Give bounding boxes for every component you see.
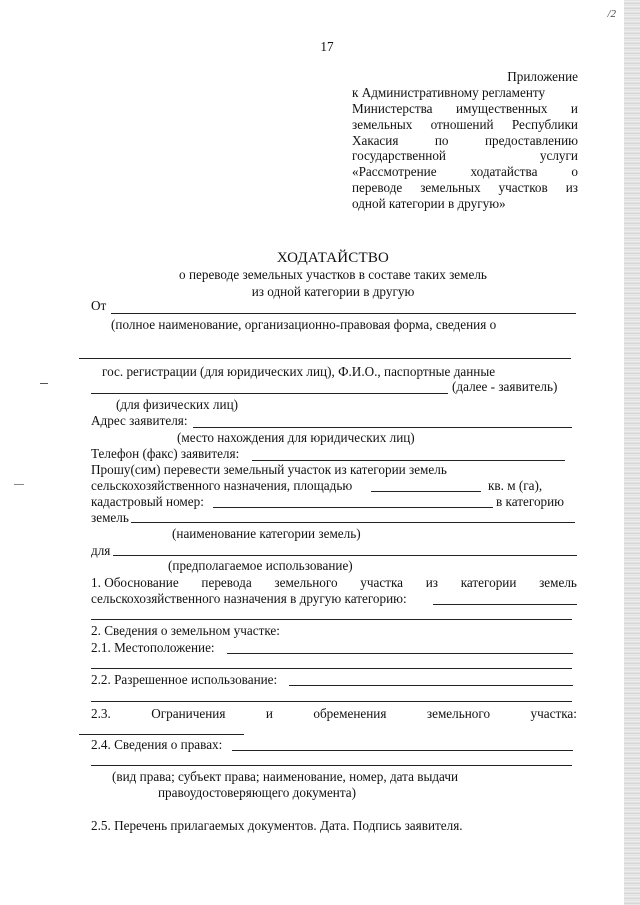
appendix-line (352, 164, 578, 180)
from-hint: (для физических лиц) (116, 397, 239, 412)
area-text: сельскохозяйственного назначения, площадью (91, 478, 353, 493)
item-1-justification (91, 575, 577, 591)
address-field-line[interactable] (193, 427, 572, 428)
word: и (265, 706, 273, 721)
address-hint: (место нахождения для юридических лиц) (177, 430, 415, 445)
word: из (425, 575, 438, 590)
word: по (434, 132, 449, 148)
word: услуги (539, 148, 578, 164)
item-1-line-2: сельскохозяйственного назначения в другую категорию: (91, 591, 407, 606)
scan-edge-shadow (624, 0, 640, 905)
word: перевода (201, 575, 252, 590)
word: «Рассмотрение (352, 164, 437, 180)
for-label: для (91, 543, 111, 558)
area-unit: кв. м (га), (488, 478, 543, 493)
phone-label: Телефон (факс) заявителя: (91, 446, 240, 461)
word: земельных (352, 116, 413, 132)
appendix-line (352, 148, 578, 164)
category-field-line[interactable] (131, 522, 575, 523)
justification-field-line-2[interactable] (91, 619, 572, 620)
word: Республики (511, 116, 578, 132)
margin-mark (14, 484, 24, 485)
corner-handwritten-mark: /2 (607, 8, 616, 20)
category-hint: (наименование категории земель) (172, 526, 361, 541)
word: и (570, 100, 578, 116)
appendix-line (352, 101, 578, 117)
page-number: 17 (320, 39, 334, 54)
appendix-line: Приложение (507, 69, 578, 84)
word: обременения (313, 706, 387, 721)
rights-hint: (вид права; субъект права; наименование, номер, дата выдачи (112, 769, 459, 784)
word: ходатайства (470, 164, 538, 180)
word: 2.3. (91, 706, 111, 721)
item-2-1-location: 2.1. Местоположение: (91, 640, 215, 655)
item-2-heading: 2. Сведения о земельном участке: (91, 623, 280, 638)
word: отношений (430, 116, 494, 132)
permitted-use-field-line-2[interactable] (91, 701, 572, 702)
rights-field-line[interactable] (232, 750, 573, 751)
word: земельных (420, 180, 481, 196)
word: Министерства (352, 100, 433, 116)
from-field-line-3[interactable] (91, 393, 448, 394)
location-field-line[interactable] (227, 653, 573, 654)
cadastral-label: кадастровый номер: (91, 494, 204, 509)
document-title: ХОДАТАЙСТВО (276, 250, 390, 266)
item-2-2-permitted-use: 2.2. Разрешенное использование: (91, 672, 278, 687)
document-subtitle: из одной категории в другую (251, 284, 415, 299)
lands-label: земель (91, 510, 129, 525)
word: земель (539, 575, 577, 590)
item-2-3-restrictions (91, 706, 577, 722)
appendix-line: к Административному регламенту (352, 84, 546, 100)
from-field-line-2[interactable] (79, 358, 571, 359)
location-field-line-2[interactable] (91, 668, 572, 669)
cadastral-field-line[interactable] (213, 507, 493, 508)
restrictions-field-line[interactable] (79, 734, 244, 735)
justification-field-line[interactable] (433, 604, 577, 605)
word: переводе (352, 180, 403, 196)
word: из (565, 180, 578, 196)
margin-mark (40, 383, 48, 384)
to-category-text: в категорию (496, 494, 565, 509)
word: земельного (426, 706, 491, 721)
use-hint: (предполагаемое использование) (168, 558, 353, 573)
word: категории (460, 575, 517, 590)
item-2-5-documents: 2.5. Перечень прилагаемых документов. Дата. Подпись заявителя. (91, 818, 463, 833)
word: государственной (352, 148, 446, 164)
word: участков (498, 180, 548, 196)
appendix-line (352, 117, 578, 133)
area-field-line[interactable] (371, 491, 481, 492)
document-subtitle: о переводе земельных участков в составе таких земель (179, 267, 487, 282)
use-field-line[interactable] (113, 555, 577, 556)
from-hint: гос. регистрации (для юридических лиц), Ф.И.О., паспортные данные (102, 364, 496, 379)
appendix-block (352, 69, 578, 212)
word: о (571, 164, 578, 180)
word: участка: (530, 706, 577, 721)
word: Хакасия (352, 132, 399, 148)
from-label: От (91, 298, 107, 313)
from-hint: (полное наименование, организационно-правовая форма, сведения о (111, 317, 497, 332)
phone-field-line[interactable] (252, 460, 565, 461)
word: земельного (274, 575, 338, 590)
request-text: Прошу(сим) перевести земельный участок из категории земель (91, 462, 447, 477)
appendix-line: одной категории в другую» (352, 196, 506, 212)
appendix-line (352, 180, 578, 196)
word: 1. Обоснование (91, 575, 179, 590)
word: имущественных (455, 100, 548, 116)
from-field-line[interactable] (111, 313, 576, 314)
item-2-4-rights: 2.4. Сведения о правах: (91, 737, 223, 752)
word: предоставлению (484, 132, 578, 148)
address-label: Адрес заявителя: (91, 413, 188, 428)
permitted-use-field-line[interactable] (289, 685, 573, 686)
word: Ограничения (151, 706, 226, 721)
rights-hint: правоудостоверяющего документа) (158, 785, 357, 800)
word: участка (360, 575, 404, 590)
rights-field-line-2[interactable] (91, 765, 572, 766)
applicant-suffix: (далее - заявитель) (452, 379, 558, 394)
appendix-line (352, 133, 578, 149)
